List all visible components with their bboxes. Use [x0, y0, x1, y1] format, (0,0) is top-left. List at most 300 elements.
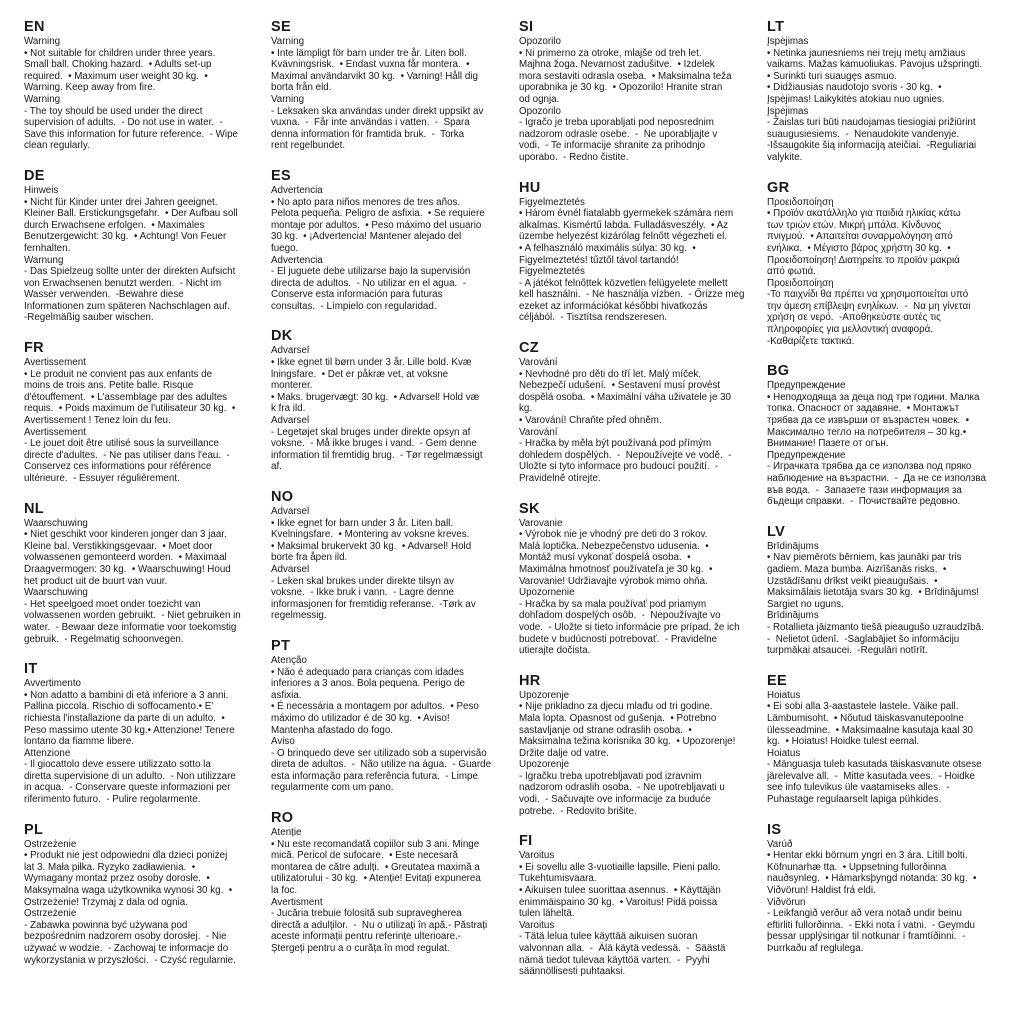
warning-text-line: Kvävningsrisk. • Endast vuxna får montera. •: [271, 59, 470, 71]
warning-text-line: gadiem. Maza bumba. Aizrīšanās risks. •: [767, 563, 947, 575]
warning-text-line: Upozornenie: [519, 587, 575, 599]
language-code: NO: [271, 489, 294, 505]
warning-heading: Varování: [519, 357, 558, 369]
warning-text-line: • Didžiausias naudotojo svoris - 30 kg. •: [767, 82, 942, 94]
warning-text-line: - Le jouet doit être utilisé sous la surveillance: [24, 438, 219, 450]
warning-text-line: dospělá osoba. • Maximální váha uživatele je 30: [519, 391, 732, 403]
warning-text-line: używać w wodzie. - Zachowaj te informacje do: [24, 943, 229, 954]
warning-text-line: od ognja.: [519, 93, 560, 105]
warning-text-line: directa de adultos. - No utilizar en el agua. -: [271, 277, 466, 289]
language-code: SE: [271, 19, 291, 35]
language-code: SK: [519, 500, 540, 517]
warning-text-line: • Ei sovellu alle 3-vuotiaille lapsille. Pieni pallo.: [519, 861, 721, 873]
warning-heading: Opozorilo: [519, 36, 561, 47]
warning-text-line: - Igračo je treba uporabljati pod neposrednim: [519, 117, 714, 129]
warning-text-line: d'étouffement. • L'assemblage par des adultes: [24, 391, 228, 403]
language-section: [271, 167, 507, 313]
warning-text-line: бъдещи справки. - Почиствайте редовно.: [767, 496, 961, 508]
warning-text-line: Varning: [271, 93, 305, 105]
warning-text-line: aceste informații pentru referințe ulterioare.-: [271, 931, 462, 943]
warning-text-line: Maksymalna waga użytkownika wynosi 30 kg. •: [24, 885, 233, 897]
warning-heading: Advertencia: [271, 184, 323, 196]
warning-text-line: - Žaislas turi būti naudojamas tiesiogiai prižiūrint: [767, 117, 976, 129]
warning-text-line: volwassenen gemonteerd worden. • Maximaal: [24, 552, 227, 564]
warning-text-line: • Surinkti turi suaugęs asmuo.: [767, 70, 897, 82]
warning-heading: Figyelmeztetés: [519, 196, 585, 208]
warning-text-line: üzembe helyezést kizárólag felnőtt végezheti el.: [519, 231, 728, 243]
warning-text-line: eftirliti fullorðinna. - Ekki nota í vatni. - Geymdu: [767, 919, 975, 931]
warning-text-line: supervision of adults. - Do not use in water. -: [24, 117, 223, 129]
warning-text-line: see info tulevikus üle vaatamiseks alles. -: [767, 782, 950, 794]
warning-text-line: την άμεση επίβλεψη ενηλίκων. - Να μη γίνεται: [767, 300, 971, 312]
warning-text-line: Köfnunarhæ tta. • Uppsetning fullorðinna: [767, 861, 947, 873]
warning-text-line: Peso massimo utente 30 kg.• Attenzione! Tenere: [24, 724, 235, 736]
warning-heading: Ostrzeżenie: [24, 838, 77, 850]
warning-text-line: των τριών ετών. Μικρή μπάλα. Κίνδυνος: [767, 219, 942, 231]
warning-text-line: - The toy should be used under the direct: [24, 105, 203, 117]
language-code: RO: [271, 810, 294, 827]
warning-text-line: Lämbumisoht. • Nõutud täiskasvanutepoolne: [767, 712, 964, 724]
warning-text-line: наблюдение на възрастни. - Да не се използва: [767, 473, 986, 484]
warning-text-line: πληροφορίες για μελλοντική αναφορά.: [767, 324, 934, 336]
warning-text-line: kg. • Hoiatus! Hoidke tulest eemal.: [767, 736, 920, 748]
warning-heading: Avertissement: [24, 357, 86, 369]
warning-text-line: - A játékot felnőttek közvetlen felügyelete mellett: [519, 277, 728, 289]
warning-text-line: ezeket az információkat későbbi hivatkozás: [519, 300, 708, 312]
language-section: [24, 821, 260, 967]
warning-text-line: • Ei sobi alla 3-aastastele lastele. Väike pall.: [767, 701, 959, 713]
language-code: ES: [271, 167, 291, 184]
warning-text-line: information til fremtidig brug. - Tør regelmæssigt: [271, 449, 483, 461]
warning-text-line: rent regelbundet.: [271, 140, 346, 152]
warning-text-line: voksne. - Må ikke bruges i vand. - Gem denne: [271, 438, 477, 450]
language-section: [519, 832, 755, 978]
warning-heading: Advarsel: [271, 506, 310, 517]
warning-text-line: nämä tiedot tulevaa käyttöä varten. - Pyyhi: [519, 954, 710, 966]
warning-text-line: Maximálna hmotnosť používateľa je 30 kg. •: [519, 563, 713, 575]
language-section: [767, 18, 1003, 164]
warning-text-line: • A felhasználó maximális súlya: 30 kg. •: [519, 242, 696, 254]
warning-text-line: kg.: [519, 403, 533, 415]
warning-text-line: montaje por adultos. • Peso máximo del usuario: [271, 219, 482, 231]
warning-text-line: Opozorilo: [519, 105, 561, 117]
language-code: EE: [767, 672, 787, 689]
warning-text-line: • Nav piemērots bērniem, kas jaunāki par tris: [767, 552, 962, 564]
language-section: [519, 18, 755, 164]
language-code: LT: [767, 19, 785, 35]
language-code: FI: [519, 833, 533, 850]
warning-text-line: utierajte dočista.: [519, 645, 591, 657]
warning-text-line: Varoitus: [519, 919, 555, 931]
warning-text-line: Varovanie! Udržiavajte výrobok mimo ohňa.: [519, 575, 708, 587]
warning-text-line: Conserve esta información para futuras: [271, 289, 443, 301]
warning-text-line: - Rotallieta jāizmanto tiešā pieaugušo uzraudzībā.: [767, 621, 984, 633]
warning-text-line: Puhastage regulaarselt lapiga pühkides.: [767, 794, 942, 806]
warning-text-line: • Ni primerno za otroke, mlajše od treh let.: [519, 47, 702, 59]
warning-text-line: από φωτιά.: [767, 266, 816, 278]
warning-text-line: във вода. - Запазете тази информация за: [767, 484, 962, 496]
warning-text-line: Kvelningsfare. • Montering av voksne kreves.: [271, 529, 470, 541]
language-code: NL: [24, 500, 44, 517]
warning-text-line: monterer.: [271, 380, 313, 392]
warning-text-line: • Nu este recomandată copiilor sub 3 ani. Minge: [271, 838, 480, 850]
warning-text-line: Warnung: [24, 254, 64, 266]
language-code: IT: [24, 661, 38, 678]
warning-text-line: bezpośrednim nadzorem osoby dorosłej. - Nie: [24, 931, 227, 943]
warning-text-line: borta från eld.: [271, 82, 332, 94]
warning-text-line: • Inte lämpligt för barn under tre år. Liten boll.: [271, 47, 467, 59]
warning-text-line: • Not suitable for children under three years.: [24, 47, 216, 59]
warning-text-line: järelevalve all. - Mitte kasutada vees. - Hoidke: [767, 770, 976, 782]
warning-text-line: - Das Spielzeug sollte unter der direkten Aufsicht: [24, 266, 236, 278]
warning-text-line: ülesseadmine. • Maksimaalne kasutaja kaal 30: [767, 724, 974, 736]
warning-text-line: • Le produit ne convient pas aux enfants de: [24, 368, 213, 380]
language-section: [767, 672, 1003, 806]
warning-text-line: consultas. - Límpielo con regularidad.: [271, 300, 437, 312]
warning-text-line: ultérieure. - Essuyer régulièrement.: [24, 473, 180, 484]
warning-text-line: suaugusiesiems. - Nenaudokite vandenyje.: [767, 128, 960, 140]
warning-text-line: lontano da fiamme libere.: [24, 736, 135, 748]
warning-text-line: potrebe. - Redovito brišite.: [519, 805, 637, 817]
warning-text-line: • Produkt nie jest odpowiedni dla dzieci poniżej: [24, 850, 228, 862]
warning-text-line: Ștergeți pentru a o curăța în mod regulat.: [271, 943, 450, 954]
warning-text-line: Įspėjimas! Laikykitės atokiau nuo ugnies.: [767, 93, 945, 105]
language-section: [271, 18, 507, 152]
warning-text-line: - Hračka by sa mala používať pod priamym: [519, 598, 707, 610]
warning-text-line: Waarschuwing: [24, 587, 88, 599]
warning-text-line: - Nelietot ūdenī. -Saglabājiet šo informāciju: [767, 633, 960, 645]
warning-text-line: - Legetøjet skal bruges under direkte opsyn af: [271, 426, 471, 438]
warning-text-line: required. • Maximum user weight 30 kg. •: [24, 70, 208, 82]
warning-text-line: direta de adultos. - Não utilize na água. - Guarde: [271, 759, 492, 771]
warning-text-line: Conservez ces informations pour référence: [24, 461, 212, 473]
warning-text-line: Držite dalje od vatre.: [519, 747, 609, 759]
warning-text-line: Uzstādīšanu drīkst veikt pieaugušais. •: [767, 575, 938, 587]
language-code: LV: [767, 523, 786, 540]
warning-text-line: - Het speelgoed moet onder toezicht van: [24, 598, 201, 610]
warning-text-line: • Maks. brugervægt: 30 kg. • Advarsel! Hold væ: [271, 391, 480, 403]
warning-text-line: informasjonen for fremtidig referanse. -Tørk av: [271, 598, 476, 610]
warning-text-line: Brīdinājums: [767, 610, 819, 622]
warning-text-line: dohľadom dospelých osôb. - Nepoužívajte vo: [519, 610, 721, 622]
language-code: GR: [767, 179, 790, 196]
warning-text-line: máximo do utilizador é de 30 kg. • Aviso!: [271, 712, 450, 724]
warning-text-line: - Leken skal brukes under direkte tilsyn av: [271, 575, 454, 587]
warning-text-line: mora sestaviti odrasla oseba. • Maksimalna teža: [519, 70, 732, 82]
warning-text-line: alkalmas. Kismértű labda. Fulladásveszély. • Az: [519, 219, 729, 231]
warning-text-line: трябва да се извърши от възрастен човек. •: [767, 415, 970, 427]
warning-text-line: πνιγμού. • Απαιτείται συναρμολόγηση από: [767, 231, 953, 243]
warning-text-line: requis. • Poids maximum de l'utilisateur 30 kg. •: [24, 403, 236, 415]
warning-text-line: Внимание! Пазете от огън.: [767, 438, 889, 450]
warning-text-line: • Ikke egnet til børn under 3 år. Lille bold. Kvæ: [271, 357, 472, 369]
warning-text-line: uporabo. - Redno čistite.: [519, 151, 629, 163]
language-code: HR: [519, 672, 541, 689]
warning-text-line: af.: [271, 461, 282, 473]
language-column: [519, 18, 755, 993]
warning-text-line: - Jucăria trebuie folosită sub supravegherea: [271, 908, 462, 920]
warning-text-line: valykite.: [767, 151, 803, 163]
warning-heading: Upozorenje: [519, 689, 570, 701]
language-section: [24, 167, 260, 324]
warning-text-line: montarea de către adulți. • Greutatea maximă a: [271, 861, 480, 873]
warning-text-line: turpmākai atsaucei. -Regulāri notīrīt.: [767, 645, 928, 657]
warning-text-line: þessar upplýsingar til notkunar í framtíðinni. -: [767, 931, 966, 943]
warning-heading: Προειδοποίηση: [767, 196, 834, 208]
warning-text-line: la foc.: [271, 885, 298, 897]
warning-text-line: Maximal användarvikt 30 kg. • Varning! Håll dig: [271, 70, 478, 82]
warning-text-line: Save this information for future reference. - Wipe: [24, 128, 238, 140]
language-section: [24, 660, 260, 806]
warning-text-line: • Niet geschikt voor kinderen jonger dan 3 jaar.: [24, 529, 227, 541]
language-code: DE: [24, 167, 45, 184]
warning-text-line: Pravidelně otírejte.: [519, 473, 601, 484]
warning-text-line: regelmessig.: [271, 610, 327, 622]
warning-text-line: Tukehtumisvaara.: [519, 873, 597, 885]
language-section: [271, 327, 507, 473]
warning-text-line: • Nije prikladno za djecu mlađu od tri godine.: [519, 701, 713, 713]
language-code: CZ: [519, 340, 539, 357]
language-section: [767, 179, 1003, 348]
warning-text-line: Attenzione: [24, 747, 71, 759]
warning-text-line: lat 3. Mała piłka. Ryzyko zadławienia. •: [24, 861, 196, 873]
warning-heading: Varúð: [767, 838, 793, 850]
warning-text-line: gebruik. - Regelmatig schoonvegen.: [24, 633, 184, 645]
warning-text-line: inferiores a 3 anos. Bola pequena. Perigo de: [271, 678, 465, 690]
warning-text-line: von Erwachsenen benutzt werden. - Nicht im: [24, 277, 222, 289]
warning-text-line: - O brinquedo deve ser utilizado sob a supervisão: [271, 747, 487, 759]
warning-text-line: Advarsel: [271, 415, 310, 427]
language-section: [767, 362, 1003, 508]
language-section: [271, 809, 507, 955]
warning-text-line: Small ball. Choking hazard. • Adults set-up: [24, 59, 212, 71]
warning-text-line: volwassenen worden gebruikt. - Niet gebruiken in: [24, 610, 241, 622]
warning-text-line: budete v budúcnosti potrebovať. - Pravidelne: [519, 633, 718, 645]
warning-text-line: Hoiatus: [767, 747, 801, 759]
warning-text-line: Aviso: [271, 736, 295, 748]
warning-text-line: 30 kg. • ¡Advertencia! Mantener alejado del: [271, 231, 462, 243]
warning-text-line: • Három évnél fiatalabb gyermekek számára nem: [519, 208, 734, 220]
warning-text-line: nadzorom odrasle osebe. - Ne uporabljajte v: [519, 128, 718, 140]
language-section: [24, 500, 260, 646]
language-section: [24, 18, 260, 152]
warning-text-line: denna information för framtida bruk. - Torka: [271, 128, 465, 140]
warning-text-line: Figyelmeztetés: [519, 266, 585, 278]
warning-text-line: vuxna. - Får inte användas i vatten. - Spara: [271, 117, 470, 129]
warning-text-line: • Nevhodné pro děti do tří let. Malý míček.: [519, 368, 702, 380]
warning-text-line: • Nicht für Kinder unter drei Jahren geeignet.: [24, 196, 218, 208]
warning-text-line: Uložte si tyto informace pro budoucí použití. -: [519, 461, 719, 473]
warning-text-line: • Ikke egnet for barn under 3 år. Liten ball.: [271, 517, 454, 529]
warning-text-line: - Играчката трябва да се използва под пряко: [767, 461, 972, 473]
warning-heading: Warning: [24, 36, 61, 47]
warning-text-line: Προειδοποίηση! Διατηρείτε το προϊόν μακριά: [767, 254, 960, 266]
language-code: EN: [24, 19, 45, 35]
warning-text-line: asfixia.: [271, 689, 302, 701]
warning-text-line: Þurrkaðu af reglulega.: [767, 943, 864, 954]
language-code: SI: [519, 19, 534, 35]
language-section: [519, 500, 755, 657]
warning-heading: Varovanie: [519, 517, 563, 529]
warning-text-line: esta informação para referência futura. - Limpe: [271, 770, 478, 782]
language-code: BG: [767, 363, 790, 380]
warning-text-line: • Não é adequado para crianças com idades: [271, 666, 464, 678]
warning-heading: Atenção: [271, 654, 307, 666]
warning-text-line: directe d'adultes. - Ne pas utiliser dans l'eau. -: [24, 449, 230, 461]
warning-text-line: het product uit de buurt van vuur.: [24, 575, 168, 587]
warning-text-line: Maksimālais lietotāja svars 30 kg. • Brīdinājums!: [767, 587, 979, 599]
warning-text-line: regularmente com um pano.: [271, 782, 394, 794]
warning-text-line: - El juguete debe utilizarse bajo la supervisión: [271, 266, 471, 278]
warning-text-line: sastavljanje od strane odraslih osoba. •: [519, 724, 692, 736]
warning-text-line: durch Erwachsene erfolgen. • Maximales: [24, 219, 205, 231]
warning-text-line: Įspėjimas: [767, 105, 809, 117]
warning-text-line: vode. - Uložte si tieto informácie pre prípad, že ich: [519, 621, 740, 633]
warning-text-line: Viðvörun! Haldist frá eldi.: [767, 885, 876, 897]
warning-text-line: Kleiner Ball. Erstickungsgefahr. • Der Aufbau soll: [24, 208, 238, 220]
warning-text-line: Varování: [519, 426, 558, 438]
warning-text-line: - Il giocattolo deve essere utilizzato sotto la: [24, 759, 211, 771]
language-section: [271, 488, 507, 622]
warning-text-line: mică. Pericol de sufocare. • Este necesară: [271, 850, 458, 862]
warning-text-line: clean regularly.: [24, 140, 90, 152]
warning-text-line: топка. Опасност от задавяне. • Монтажът: [767, 403, 960, 415]
language-section: [519, 179, 755, 325]
warning-text-line: vodi. - Te informacije shranite za prihodnjo: [519, 140, 706, 152]
warning-text-line: - Leikfangið verður að vera notað undir beinu: [767, 908, 962, 920]
warning-text-line: Προειδοποίηση: [767, 277, 834, 289]
warning-text-line: -Το παιχνίδι θα πρέπει να χρησιμοποιείται υπό: [767, 289, 969, 301]
warning-text-line: Advertencia: [271, 254, 323, 266]
warning-text-line: nauðsynleg. • Hámarksþyngd notanda: 30 kg. •: [767, 873, 977, 885]
warning-text-line: Benutzergewicht: 30 kg. • Achtung! Von Feuer: [24, 231, 227, 243]
warning-text-line: Advarsel: [271, 563, 310, 575]
warning-heading: Atenție: [271, 827, 302, 839]
warning-heading: Varning: [271, 36, 305, 47]
warning-text-line: -Regelmäßig sauber wischen.: [24, 312, 154, 324]
warning-text-line: directă a adulților. - Nu o utilizați în apă.- Păstrați: [271, 919, 488, 931]
warning-heading: Brīdinājums: [767, 540, 819, 552]
warning-text-line: moins de trois ans. Petite balle. Risque: [24, 380, 194, 392]
warning-text-line: dohledem dospělých. - Nepoužívejte ve vodě. -: [519, 449, 732, 461]
warning-text-line: • No apto para niños menores de tres años.: [271, 196, 461, 208]
warning-text-line: Figyelmeztetés! tűztől távol tartandó!: [519, 254, 679, 266]
warning-heading: Įspėjimas: [767, 36, 809, 47]
warning-text-line: • Výrobok nie je vhodný pre deti do 3 rokov.: [519, 529, 708, 541]
warning-text-line: riferimento futuro. - Pulire regolarmente.: [24, 794, 201, 806]
language-code: PL: [24, 821, 44, 838]
language-code: PT: [271, 637, 291, 654]
warning-text-line: Kleine bal. Verstikkingsgevaar. • Moet door: [24, 540, 213, 552]
warning-text-line: Mala lopta. Opasnost od gušenja. • Potrebno: [519, 712, 717, 724]
warning-heading: Hoiatus: [767, 689, 801, 701]
warning-text-line: ενήλικα. • Μέγιστο βάρος χρήστη 30 kg. •: [767, 242, 951, 254]
language-section: [271, 637, 507, 794]
warning-text-line: • Non adatto a bambini di età inferiore a 3 anni.: [24, 689, 229, 701]
language-section: [519, 672, 755, 818]
warning-text-line: - Tätä lelua tulee käyttää aikuisen suoran: [519, 931, 698, 943]
warning-text-line: Malá loptička. Nebezpečenstvo udusenia. •: [519, 540, 709, 552]
warning-text-line: in acqua. - Conservare queste informazioni per: [24, 782, 231, 794]
language-section: [24, 339, 260, 485]
warning-text-line: • Неподходяща за деца под три години. Малка: [767, 391, 980, 403]
warning-text-line: Informationen zum späteren Nachschlagen auf.: [24, 300, 230, 312]
warning-text-line: Warning: [24, 93, 61, 105]
warning-text-line: uporabnika je 30 kg. • Opozorilo! Hranite stran: [519, 82, 723, 94]
warning-text-line: Mantenha afastado do fogo.: [271, 724, 394, 736]
warning-text-line: Ostrzeżenie! Trzymaj z dala od ognia.: [24, 896, 188, 908]
warning-heading: Advarsel: [271, 345, 310, 357]
warning-text-line: Maksimalna težina korisnika 30 kg. • Upozorenje!: [519, 736, 736, 748]
warning-text-line: Wasser verwenden. -Bewahre diese: [24, 289, 184, 301]
warning-text-line: -Išsaugokite šią informaciją ateičiai. -Reguliariai: [767, 140, 977, 152]
warning-text-line: Wymagany montaż przez osoby dorosłe. •: [24, 873, 210, 885]
warning-text-line: • Προϊόν ακατάλληλο για παιδιά ηλικίας κάτω: [767, 208, 961, 220]
warning-text-line: Avertissement ! Tenez loin du feu.: [24, 415, 171, 427]
warning-text-line: - Hračka by měla být používaná pod přímým: [519, 438, 712, 450]
warning-text-line: Pallina piccola. Rischio di soffocamento.• E': [24, 701, 214, 713]
warning-text-line: tulen läheltä.: [519, 908, 575, 920]
warning-text-line: - Mänguasja tuleb kasutada täiskasvanute otsese: [767, 759, 982, 771]
warning-text-line: Montáž musí vykonať dospelá osoba. •: [519, 552, 691, 564]
warning-text-line: χρήση σε νερό. -Αποθηκεύστε αυτές τις: [767, 312, 941, 324]
warning-text-line: • Maksimal brukervekt 30 kg. • Advarsel! Hold: [271, 540, 472, 552]
warning-text-line: Sargiet no uguns.: [767, 598, 844, 610]
warning-text-line: valvonnan alla. - Älä käytä vedessä. - Säästä: [519, 943, 726, 954]
warning-heading: Varoitus: [519, 850, 555, 862]
warning-text-line: • Aikuisen tulee suorittaa asennus. • Käyttäjän: [519, 885, 721, 897]
warning-text-line: Максимално тегло на потребителя – 30 kg.•: [767, 426, 967, 438]
warning-text-line: Upozorenje: [519, 759, 570, 771]
warning-text-line: voksne. - Ikke bruk i vann. - Lagre denne: [271, 587, 454, 599]
warning-text-line: Warning. Keep away from fire.: [24, 82, 156, 94]
warning-text-line: Draagvermogen: 30 kg. • Waarschuwing! Houd: [24, 563, 231, 575]
warning-text-line: diretta supervisione di un adulto. - Non utilizzare: [24, 770, 236, 782]
language-section: [519, 339, 755, 485]
warning-heading: Avvertimento: [24, 678, 81, 690]
warning-text-line: borte fra åpen ild.: [271, 552, 348, 564]
warning-heading: Предупреждение: [767, 380, 846, 392]
warning-text-line: säännöllisesti puhtaaksi.: [519, 966, 626, 978]
warning-text-line: Nebezpečí udušení. • Sestavení musí provést: [519, 380, 721, 392]
language-column: [271, 18, 507, 970]
warning-text-line: - Zabawka powinna być używana pod: [24, 919, 188, 931]
warning-text-line: fuego.: [271, 242, 299, 254]
warning-text-line: utilizatorului - 30 kg. • Atenție! Evitați expunerea: [271, 873, 481, 885]
warning-text-line: • Hentar ekki börnum yngri en 3 ára. Lítill bolti.: [767, 850, 968, 862]
language-code: IS: [767, 821, 782, 838]
warning-text-line: water. - Bewaar deze informatie voor toekomstig: [24, 621, 237, 633]
warning-text-line: Предупреждение: [767, 449, 846, 461]
warning-text-line: nadzorom odraslih osoba. - Ne upotrebljavati u: [519, 782, 725, 794]
warning-heading: Hinweis: [24, 184, 59, 196]
warning-text-line: fernhalten.: [24, 242, 71, 254]
warning-text-line: • É necessária a montagem por adultos. • Peso: [271, 701, 479, 713]
warning-text-line: Viðvörun: [767, 896, 806, 908]
warning-text-line: - Igračku treba upotrebljavati pod izravnim: [519, 770, 702, 782]
warning-text-line: - Leksaken ska användas under direkt uppsikt av: [271, 105, 484, 117]
warning-text-line: richiesta l'installazione da parte di un adulto. •: [24, 712, 225, 724]
warning-heading: Waarschuwing: [24, 517, 88, 529]
warning-text-line: -Καθαρίζετε τακτικά.: [767, 335, 855, 347]
warning-text-line: lningsfare. • Det er påkræ vet, at voksne: [271, 368, 449, 380]
warning-text-line: vaikams. Mažas kamuoliukas. Pavojus užspringti.: [767, 59, 983, 71]
warning-text-line: Avertissement: [24, 426, 86, 438]
warning-text-line: kell használni. - Ne használja vízben. - Őrizze meg: [519, 289, 745, 301]
warning-text-line: vodi. - Sačuvajte ove informacije za buduće: [519, 794, 711, 806]
language-column: [24, 18, 260, 981]
language-code: FR: [24, 340, 44, 357]
